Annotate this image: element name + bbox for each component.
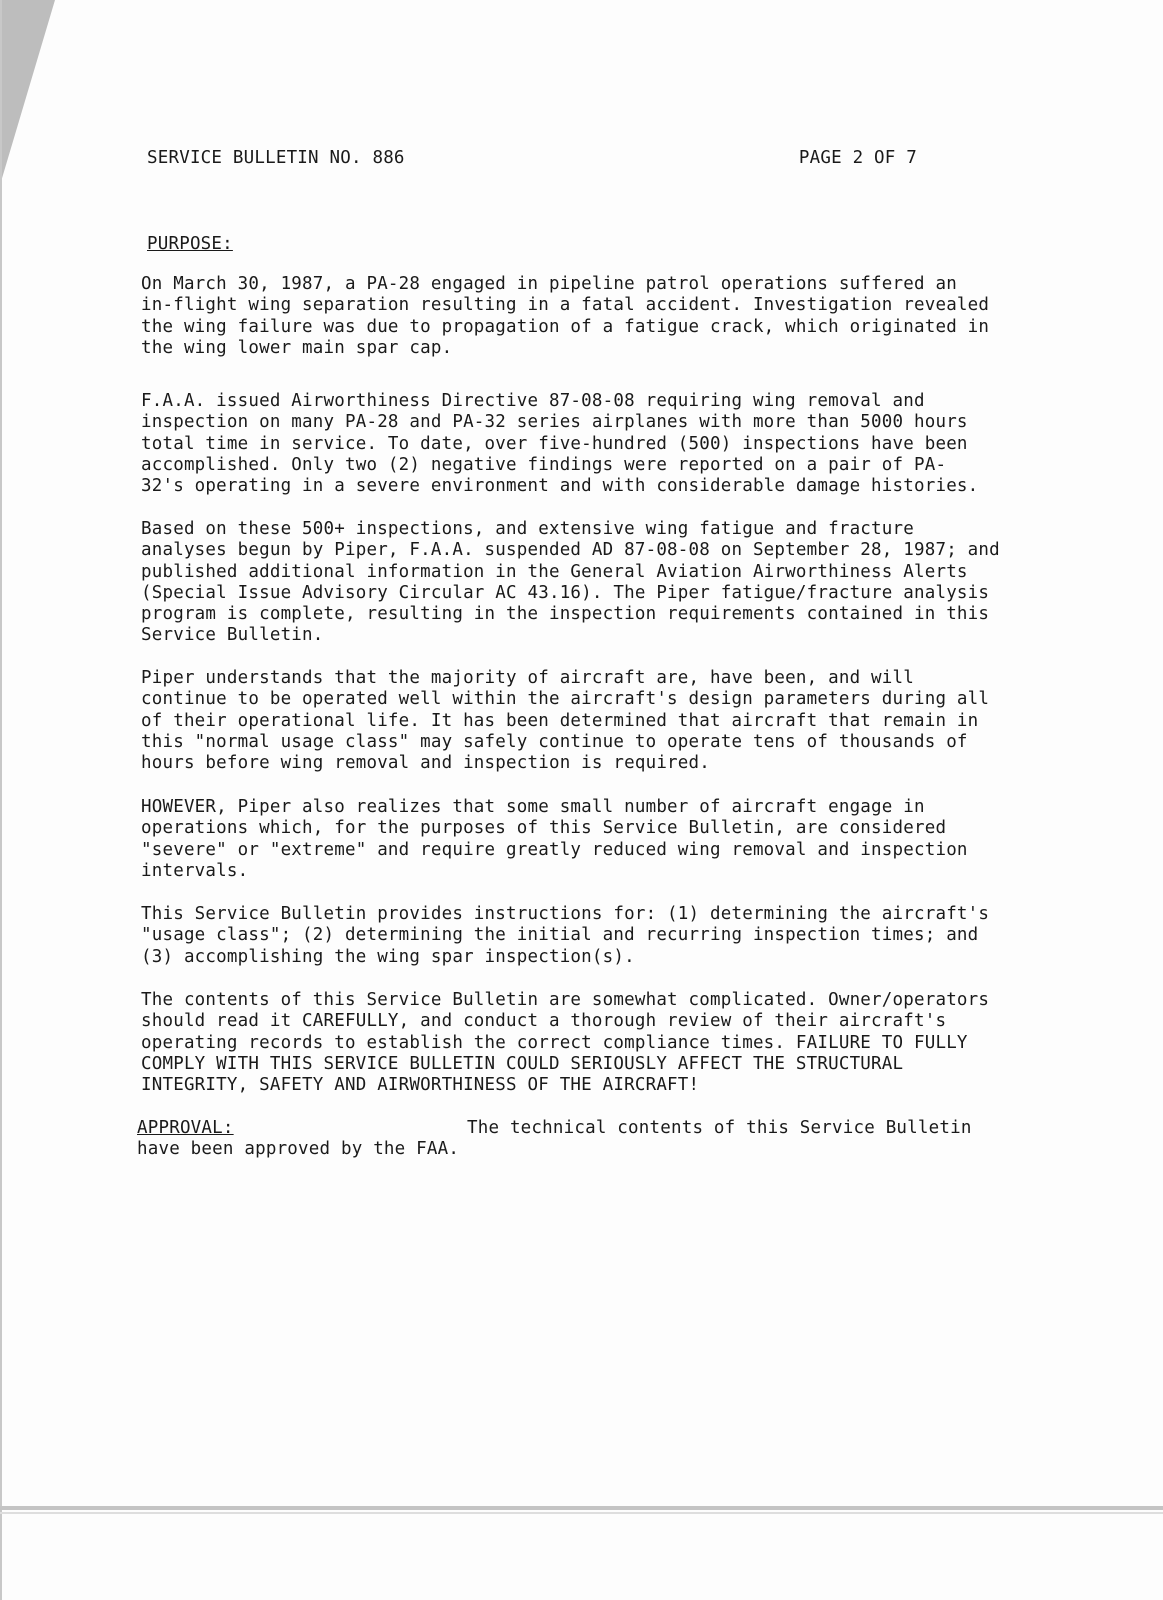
purpose-paragraph-2: F.A.A. issued Airworthiness Directive 87-08-08 requiring wing removal and inspection on many PA-28 and PA-32 series airplanes with more than 5000 hours total time in service. To date, over five-hundred (500) inspections have been accomplished. Only two (2) negative findings were reported on a pair of PA- 32's operating in a severe environment and with considerable damage histories. bbox=[141, 391, 979, 497]
approval-text-line-1: The technical contents of this Service Bulletin bbox=[467, 1118, 972, 1138]
approval-label: APPROVAL: bbox=[137, 1118, 234, 1138]
page-bottom-edge bbox=[0, 1506, 1163, 1510]
purpose-paragraph-7: The contents of this Service Bulletin are somewhat complicated. Owner/operators should read it CAREFULLY, and conduct a thorough review of their aircraft's operating records to establish the correct compliance times. FAILURE TO FULLY COMPLY WITH THIS SERVICE BULLETIN COULD SERIOUSLY AFFECT THE STRUCTURAL INTEGRITY, SAFETY AND AIRWORTHINESS OF THE AIRCRAFT! bbox=[141, 990, 990, 1096]
approval-section bbox=[137, 1118, 1017, 1161]
page-indicator: PAGE 2 OF 7 bbox=[798, 148, 917, 168]
page-left-edge bbox=[0, 0, 2, 1600]
approval-text-line-2: have been approved by the FAA. bbox=[137, 1139, 460, 1160]
purpose-paragraph-3: Based on these 500+ inspections, and extensive wing fatigue and fracture analyses begun by Piper, F.A.A. suspended AD 87-08-08 on September 28, 1987; and published additional information in the General Aviation Airworthiness Alerts (Special Issue Advisory Circular AC 43.16). The Piper fatigue/fracture analysis program is complete, resulting in the inspection requirements contained in this Service Bulletin. bbox=[141, 519, 1000, 646]
purpose-heading: PURPOSE: bbox=[147, 234, 233, 254]
purpose-paragraph-4: Piper understands that the majority of aircraft are, have been, and will continue to be operated well within the aircraft's design parameters during all of their operational life. It has been determined that aircraft that remain in this "normal usage class" may safely continue to operate tens of thousands of hours before wing removal and inspection is required. bbox=[141, 668, 990, 774]
folded-corner bbox=[0, 0, 55, 185]
purpose-paragraph-6: This Service Bulletin provides instructions for: (1) determining the aircraft's "usage class"; (2) determining the initial and recurring inspection times; and (3) accomplishing the wing spar inspection(s). bbox=[141, 904, 990, 967]
purpose-paragraph-5: HOWEVER, Piper also realizes that some small number of aircraft engage in operations which, for the purposes of this Service Bulletin, are considered "severe" or "extreme" and require greatly reduced wing removal and inspection intervals. bbox=[141, 797, 968, 881]
page-bottom-edge-shadow bbox=[0, 1512, 1163, 1514]
page-header bbox=[147, 148, 917, 168]
purpose-paragraph-1: On March 30, 1987, a PA-28 engaged in pipeline patrol operations suffered an in-flight wing separation resulting in a fatal accident. Investigation revealed the wing failure was due to propagation of a fatigue crack, which originated in the wing lower main spar cap. bbox=[141, 274, 990, 358]
bulletin-number: SERVICE BULLETIN NO. 886 bbox=[147, 148, 405, 168]
